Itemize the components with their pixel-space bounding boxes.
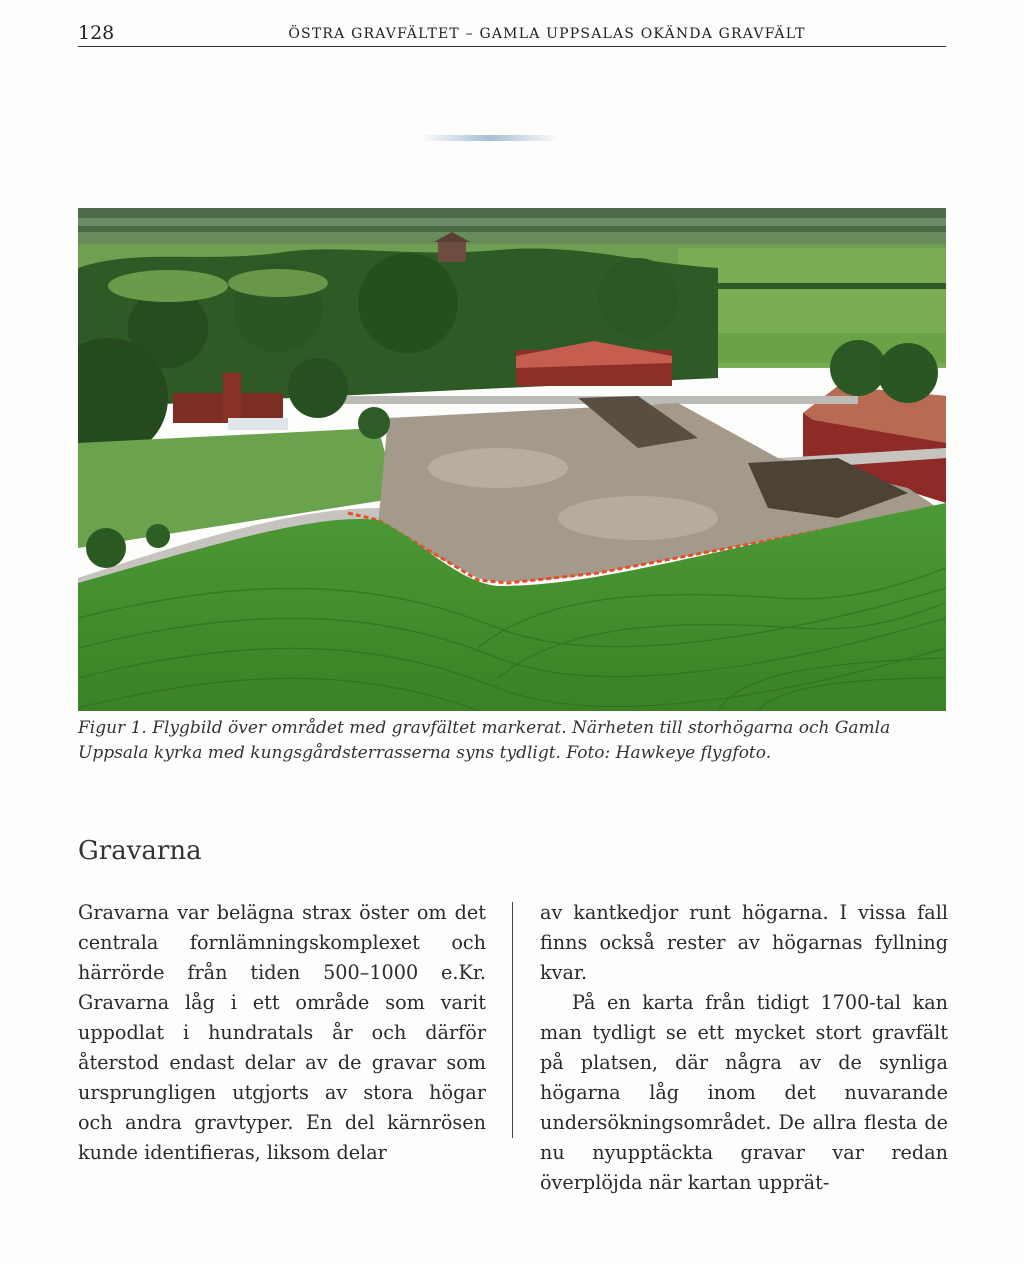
page-number: 128 (78, 22, 115, 44)
aerial-photo (78, 208, 946, 711)
scan-smudge (420, 135, 560, 141)
running-title: ÖSTRA GRAVFÄLTET – GAMLA UPPSALAS OKÄNDA GRAVFÄLT (288, 26, 806, 42)
left-column (78, 898, 486, 1168)
right-column (540, 898, 948, 1198)
section-heading: Gravarna (78, 836, 202, 866)
right-column-paragraph-2: På en karta från tidigt 1700-tal kan man tydligt se ett mycket stort gravfält på platsen, där några av de synliga högarna låg inom det nuvarande undersökningsområdet. De allra flesta de nu nyupptäckta gravar var redan överplöjda när kartan upprät- (540, 991, 948, 1194)
running-header (78, 20, 946, 47)
left-column-text: Gravarna var belägna strax öster om det centrala fornlämningskomplexet och härrörde från tiden 500–1000 e.Kr. Gravarna låg i ett område som varit uppodlat i hundratals år och därför återstod endast delar av de gravar som ursprungligen utgjorts av stora högar och andra gravtyper. En del kärnrösen kunde identifieras, liksom delar (78, 901, 486, 1164)
right-column-paragraph-1: av kantkedjor runt högarna. I vissa fall finns också rester av högarnas fyllning kvar. (540, 901, 948, 984)
figure-caption: Figur 1. Flygbild över området med gravfältet markerat. Närheten till storhögarna och Gamla Uppsala kyrka med kungsgårdsterrasserna syns tydligt. Foto: Hawkeye flygfoto. (78, 718, 891, 763)
column-divider (512, 902, 513, 1138)
